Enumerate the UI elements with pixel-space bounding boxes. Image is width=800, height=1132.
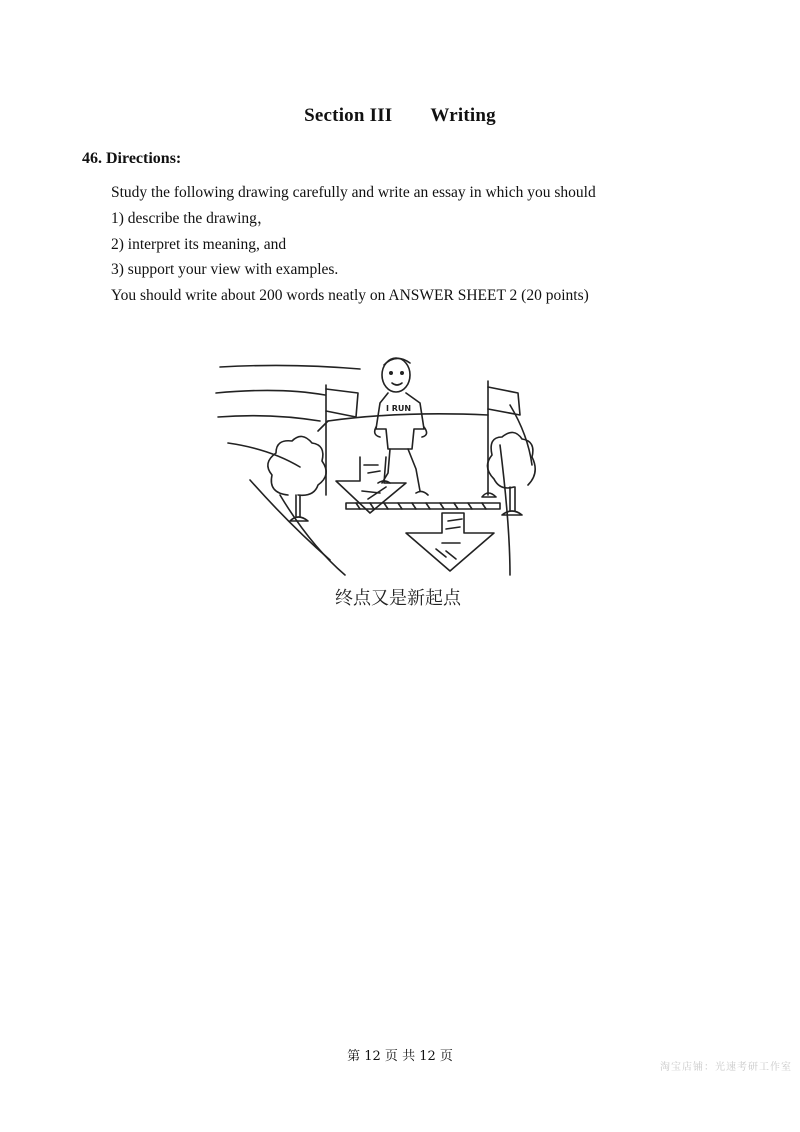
cartoon-drawing [210, 345, 540, 585]
runner [375, 358, 428, 495]
right-flag [482, 381, 520, 497]
drawing-caption: 终点又是新起点 [335, 588, 461, 609]
question-heading: 46. Directions: [82, 150, 182, 167]
directions-line: 2) interpret its meaning, and [111, 235, 287, 253]
track-line [220, 365, 360, 369]
section-number: Section III [304, 105, 393, 126]
track-line [280, 495, 345, 575]
finish-line [346, 503, 500, 509]
track-line [218, 416, 320, 421]
track-line [500, 445, 510, 575]
section-name: Writing [430, 105, 496, 126]
directions-line: 1) describe the drawing， [111, 209, 273, 227]
finish-tape [328, 414, 488, 421]
directions-line: 3) support your view with examples. [111, 261, 339, 279]
next-start-arrow [406, 513, 494, 571]
section-title [0, 105, 800, 127]
track-line [216, 390, 325, 395]
directions-block [111, 180, 596, 309]
shirt-text: I RUN [386, 404, 412, 413]
directions-line: You should write about 200 words neatly on ANSWER SHEET 2 (20 points) [111, 287, 589, 305]
watermark: 淘宝店铺：光速考研工作室 [660, 1062, 792, 1073]
page-number: 第 12 页 共 12 页 [347, 1049, 453, 1064]
left-flag [326, 385, 358, 495]
directions-line: Study the following drawing carefully and write an essay in which you should [111, 184, 596, 201]
track-line [228, 443, 300, 467]
